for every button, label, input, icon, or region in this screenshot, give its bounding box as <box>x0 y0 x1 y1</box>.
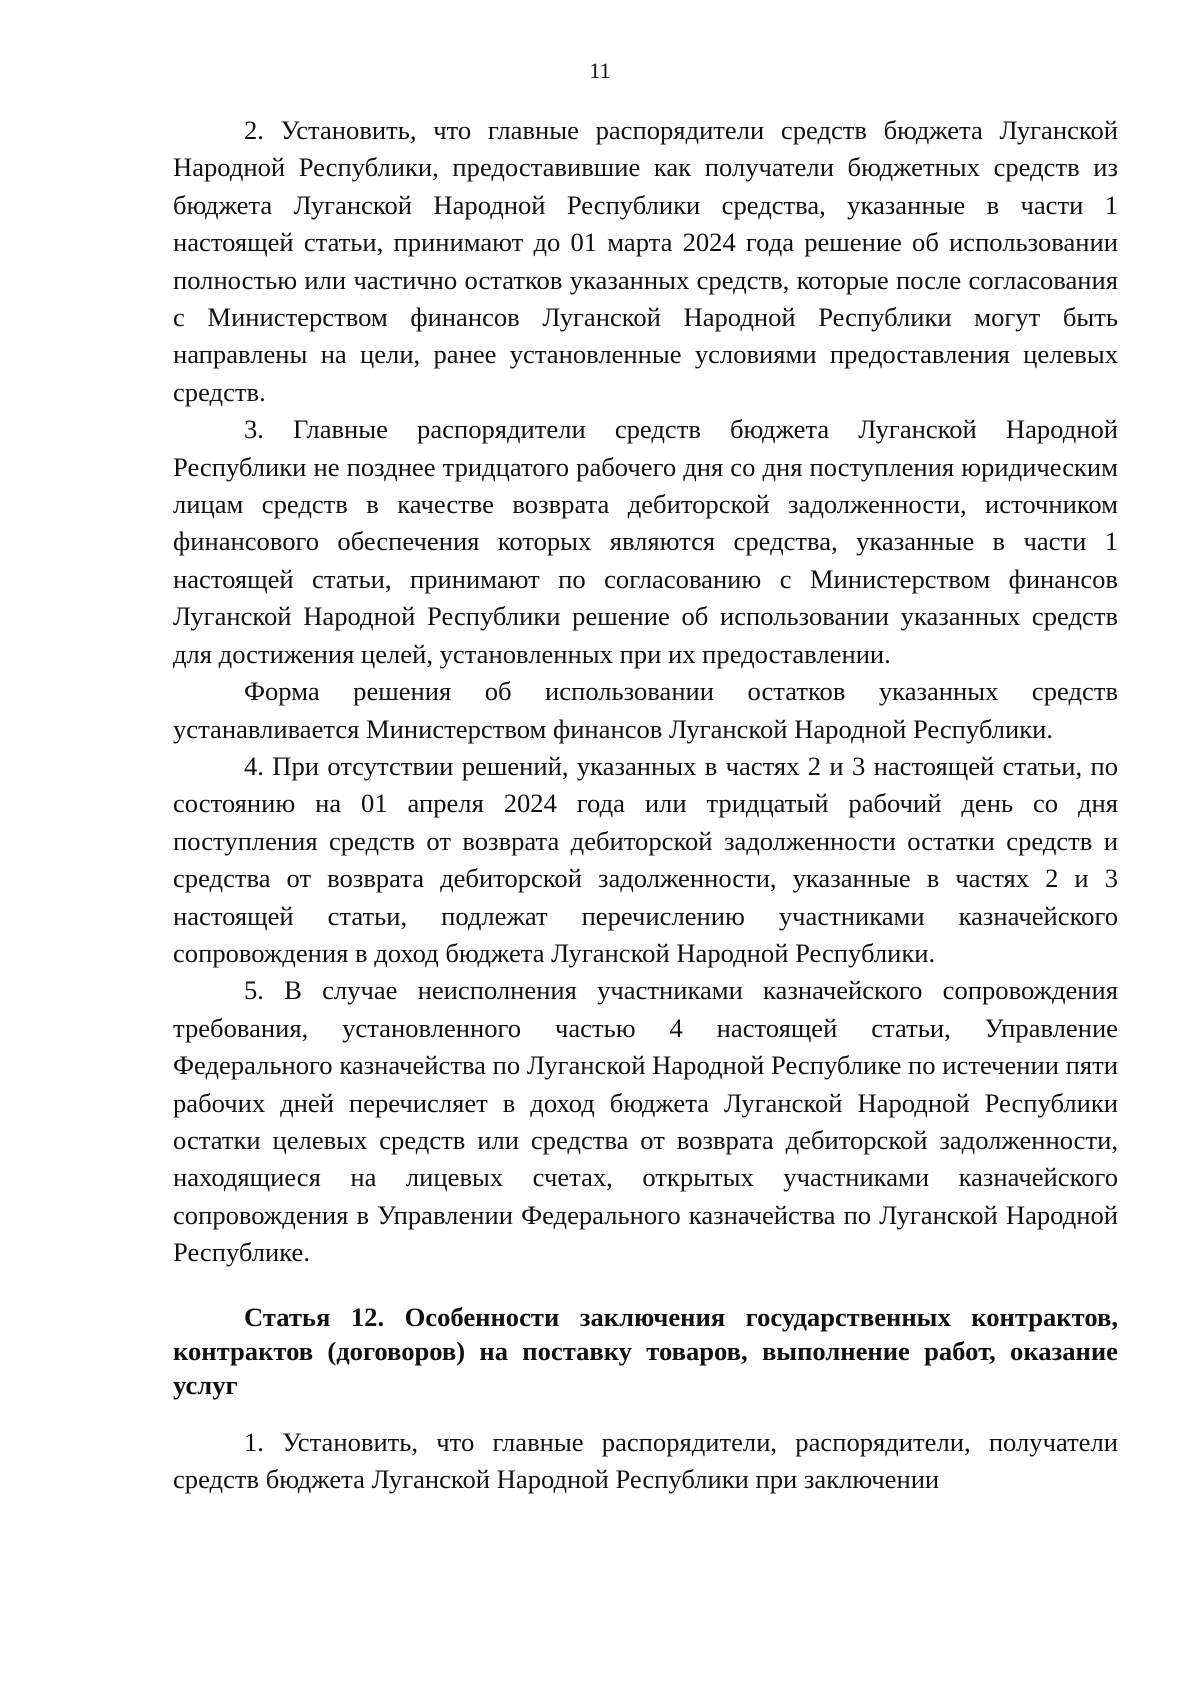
paragraph-part-5: 5. В случае неисполнения участниками казначейского сопровождения требования, установленного частью 4 настоящей статьи, Управление Федерального казначейства по Луганской Народной Республике по истечении пяти рабочих дней перечисляет в доход бюджета Луганской Народной Республики остатки целевых средств или средства от возврата дебиторской задолженности, находящиеся на лицевых счетах, открытых участниками казначейского сопровождения в Управлении Федерального казначейства по Луганской Народной Республике. <box>173 975 1118 1268</box>
article-12-heading: Статья 12. Особенности заключения государственных контрактов, контрактов (договоров) на поставку товаров, выполнение работ, оказание услуг <box>173 1301 1118 1400</box>
article-12-paragraph-1: 1. Установить, что главные распорядители, распорядители, получатели средств бюджета Луганской Народной Республики при заключении <box>173 1426 1118 1494</box>
paragraph-decision-form: Форма решения об использовании остатков указанных средств устанавливается Министерством финансов Луганской Народной Республики. <box>173 676 1118 744</box>
paragraph-part-3: 3. Главные распорядители средств бюджета Луганской Народной Республики не позднее тридцатого рабочего дня со дня поступления юридическим лицам средств в качестве возврата дебиторской задолженности, источником финансового обеспечения которых являются средства, указанные в части 1 настоящей статьи, принимают по согласованию с Министерством финансов Луганской Народной Республики решение об использовании указанных средств для достижения целей, установленных при их предоставлении. <box>173 414 1118 669</box>
document-body <box>173 112 1118 1498</box>
page-number: 11 <box>589 58 611 83</box>
paragraph-part-4: 4. При отсутствии решений, указанных в частях 2 и 3 настоящей статьи, по состоянию на 01 апреля 2024 года или тридцатый рабочий день со дня поступления средств от возврата дебиторской задолженности остатки средств и средства от возврата дебиторской задолженности, указанные в частях 2 и 3 настоящей статьи, подлежат перечислению участниками казначейского сопровождения в доход бюджета Луганской Народной Республики. <box>173 750 1118 968</box>
paragraph-part-2: 2. Установить, что главные распорядители средств бюджета Луганской Народной Республики, предоставившие как получатели бюджетных средств из бюджета Луганской Народной Республики средства, указанные в части 1 настоящей статьи, принимают до 01 марта 2024 года решение об использовании полностью или частично остатков указанных средств, которые после согласования с Министерством финансов Луганской Народной Республики могут быть направлены на цели, ранее установленные условиями предоставления целевых средств. <box>173 115 1118 407</box>
